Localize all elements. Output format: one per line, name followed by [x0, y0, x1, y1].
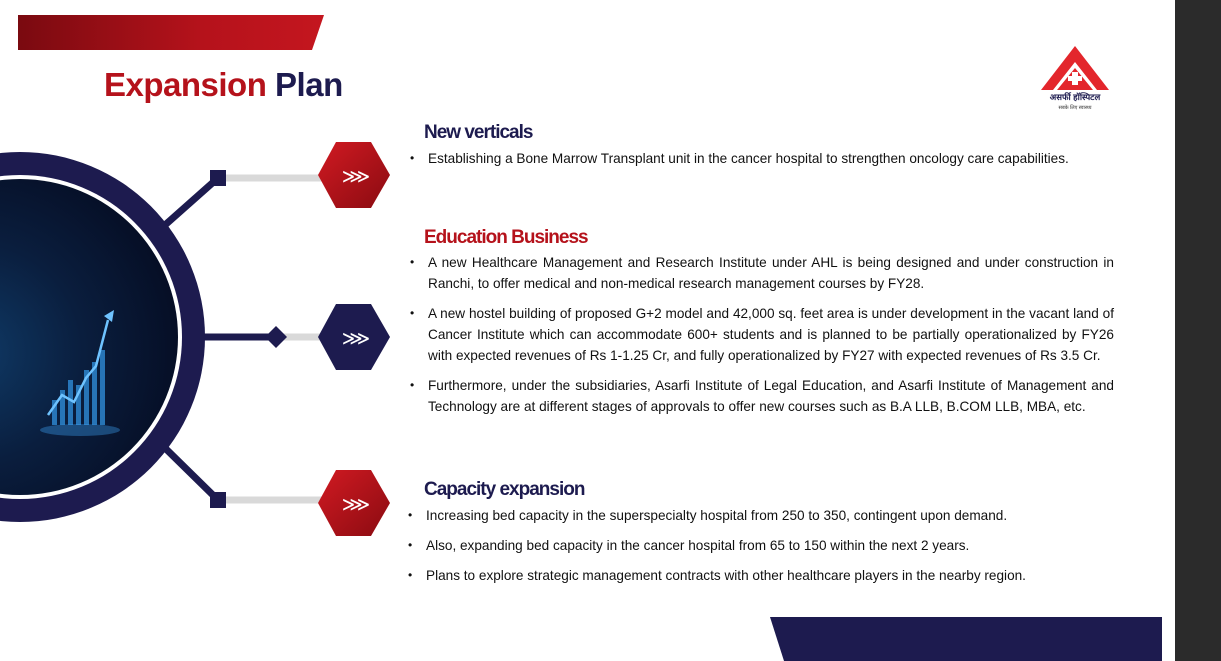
page-title	[104, 66, 343, 104]
bullet-list-capacity	[404, 505, 1112, 586]
section-heading-education: Education Business	[424, 227, 588, 248]
list-item: • A new Healthcare Management and Research Institute under AHL is being designed and under construction in Ranchi, to offer medical and non-medical research management courses by FY28.	[406, 252, 1114, 294]
chevron-right-icon: ⋙	[341, 328, 371, 350]
logo-name: असर्फी हॉस्पिटल	[1049, 92, 1101, 102]
list-item: • Furthermore, under the subsidiaries, Asarfi Institute of Legal Education, and Asarfi Institute of Management and Technology are at different stages of approvals to offer new courses such as B.A LLB, B.COM LLB, MBA, etc.	[406, 375, 1114, 417]
bottom-bar	[770, 617, 1162, 661]
hexagon-new-verticals	[318, 142, 390, 208]
chevron-right-icon: ⋙	[341, 494, 371, 516]
list-item: • A new hostel building of proposed G+2 model and 42,000 sq. feet area is under development in the vacant land of Cancer Institute which can accommodate 600+ students and is planned to be partially operationalized by FY26 with expected revenues of Rs 1-1.25 Cr, and fully operationalized by FY27 with expected revenues of Rs 3.5 Cr.	[406, 303, 1114, 366]
bullet-list-new-verticals	[406, 148, 1114, 169]
hexagon-education	[318, 304, 390, 370]
section-heading-capacity: Capacity expansion	[424, 479, 585, 500]
viewer-background	[1175, 0, 1221, 661]
chevron-right-icon: ⋙	[341, 166, 371, 188]
title-part-1: Expansion	[104, 66, 267, 103]
bullet-list-education	[406, 252, 1114, 417]
title-part-2: Plan	[275, 66, 343, 103]
section-heading-new-verticals: New verticals	[424, 122, 533, 143]
list-item: • Establishing a Bone Marrow Transplant unit in the cancer hospital to strengthen oncology care capabilities.	[406, 148, 1114, 169]
hexagon-capacity	[318, 470, 390, 536]
logo-tagline: सबके लिए स्वास्थ्य	[1058, 105, 1092, 111]
list-item: • Plans to explore strategic management contracts with other healthcare players in the nearby region.	[404, 565, 1112, 586]
list-item: • Also, expanding bed capacity in the cancer hospital from 65 to 150 within the next 2 years.	[404, 535, 1112, 556]
top-banner	[18, 15, 324, 50]
list-item: • Increasing bed capacity in the superspecialty hospital from 250 to 350, contingent upon demand.	[404, 505, 1112, 526]
expansion-graphic	[0, 130, 430, 560]
